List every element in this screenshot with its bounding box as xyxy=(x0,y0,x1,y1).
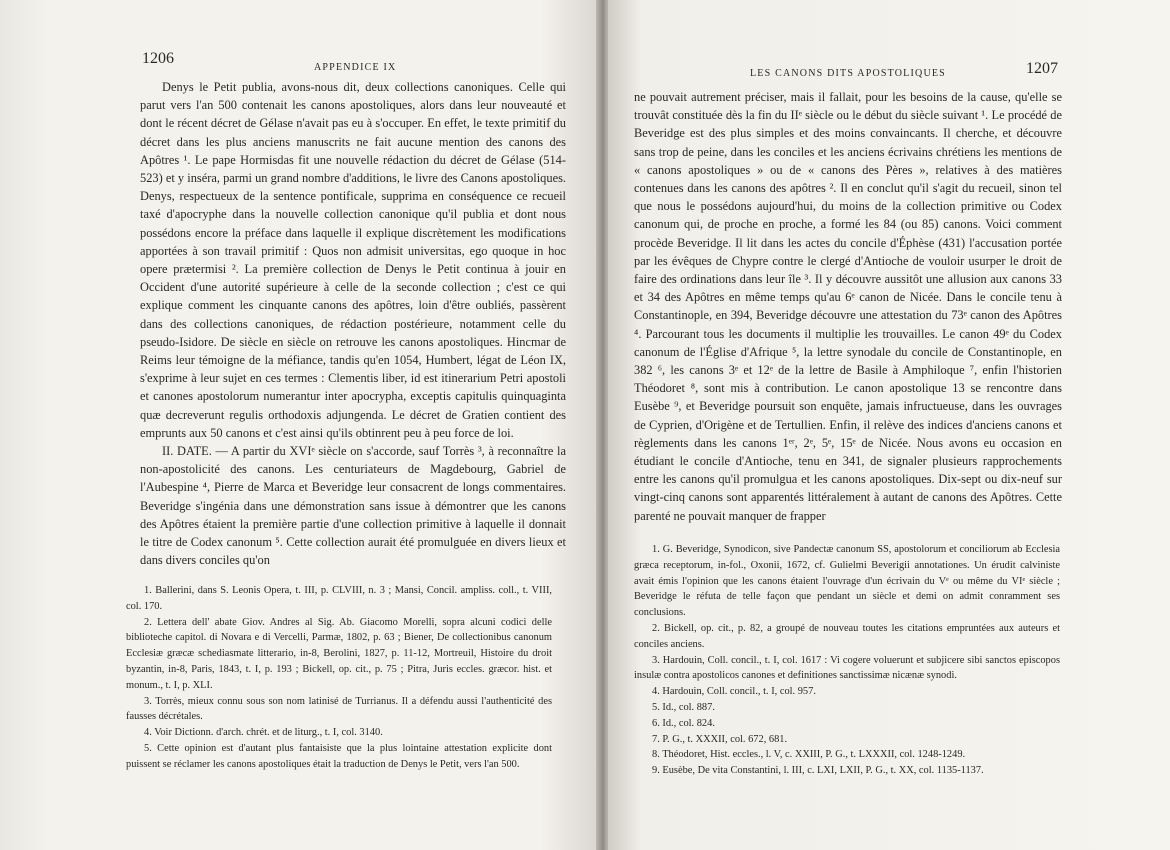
footnote: 4. Hardouin, Coll. concil., t. I, col. 957. xyxy=(652,686,816,698)
paragraph: Denys le Petit publia, avons-nous dit, deux collections canoniques. Celle qui parut vers l'an 500 contenait les canons apostoliques, alors dans leur nouveauté et dont le récent décret de Gélase n'avait pas eu à s'occuper. En effet, le texte primitif du décret dans les plus anciens manuscrits ne fait aucune mention des canons des Apôtres ¹. Le pape Hormisdas fit une nouvelle rédaction du décret de Gélase (514-523) et y inséra, parmi un grand nombre d'additions, le livre des Canons apostoliques. Denys, respectueux de la sentence pontificale, supprima en conséquence ce recueil taxé d'apocryphe dans la nouvelle collection canonique qu'il publia et dont nous possédons encore la préface dans laquelle il explique discrètement les modifications apportées à son travail primitif : Quos non admisit universitas, ego quoque in hoc opere prætermisi ². La première collection de Denys le Petit continua à jouir en Occident d'une autorité supérieure à celle de la seconde collection ; c'est ce qui explique comment les cinquante canons des apôtres, loin d'être oubliés, passèrent dans des collections canoniques, de rédaction postérieure, notamment celle du pseudo-Isidore. De siècle en siècle on retrouve les canons apostoliques. Hincmar de Reims leur témoigne de la méfiance, tandis qu'en 1054, Humbert, légat de Léon IX, s'exprime à leur sujet en ces termes : Clementis liber, id est itinerarium Petri apostoli et canones apostolorum numerantur inter apocrypha, exceptis capitulis quinquaginta quæ decreverunt regulis orthodoxis adjungenda. Le décret de Gratien contient des emprunts aux 50 canons et c'est ainsi qu'ils obtinrent peu à peu force de loi. xyxy=(140,80,566,440)
body-text xyxy=(140,78,566,569)
footnote: 2. Bickell, op. cit., p. 82, a groupé de nouveau toutes les citations empruntées aux auteurs et conciles anciens. xyxy=(634,622,1060,650)
footnote: 9. Eusèbe, De vita Constantini, l. III, c. LXI, LXII, P. G., t. XX, col. 1135-1137. xyxy=(652,765,984,777)
footnote: 2. Lettera dell' abate Giov. Andres al Sig. Ab. Giacomo Morelli, sopra alcuni codici delle biblioteche capitol. di Novara e di Vercelli, Parmæ, 1802, p. 63 ; Biener, De collectionibus canonum Ecclesiæ græcæ schediasmate litterario, in-8, Berolini, 1827, p. 11-12, Mortreuil, Histoire du droit byzantin, in-8, Paris, 1843, t. I, p. 193 ; Bickell, op. cit., p. 75 ; Pitra, Juris eccles. græcor. hist. et monum., t. I, p. XLI. xyxy=(126,616,552,691)
running-head: LES CANONS DITS APOSTOLIQUES xyxy=(750,68,946,79)
footnote: 1. G. Beveridge, Synodicon, sive Pandectæ canonum SS, apostolorum et conciliorum ab Ecclesia græca receptorum, in-fol., Oxonii, 1672, cf. Gulielmi Beverigii annotationes. Un érudit calviniste avait émis l'opinion que les canons étaient l'ouvrage d'un écrivain du Vᵉ ou même du VIᵉ siècle ; Beveridge le réfuta de telle façon que pendant un siècle et demi on admit conramment ses conclusions. xyxy=(634,544,1060,619)
footnote: 7. P. G., t. XXXII, col. 672, 681. xyxy=(652,733,788,745)
footnote: 3. Hardouin, Coll. concil., t. I, col. 1617 : Vi cogere voluerunt et subjicere sibi sanctos episcopos insulæ contra apostolicos canones et definitiones sanctissimæ nicænæ synodi. xyxy=(634,654,1060,682)
footnote: 8. Théodoret, Hist. eccles., l. V, c. XXIII, P. G., t. LXXXII, col. 1248-1249. xyxy=(652,749,966,761)
footnote: 6. Id., col. 824. xyxy=(652,717,715,729)
page-number: 1206 xyxy=(142,50,174,67)
running-head: APPENDICE IX xyxy=(314,62,397,73)
body-text xyxy=(634,88,1062,525)
footnote: 1. Ballerini, dans S. Leonis Opera, t. III, p. CLVIII, n. 3 ; Mansi, Concil. ampliss. coll., t. VIII, col. 170. xyxy=(126,585,552,612)
footnotes xyxy=(634,542,1060,779)
footnote: 5. Cette opinion est d'autant plus fantaisiste que la plus lointaine attestation explicite dont puissent se réclamer les canons apostoliques était la traduction de Denys le Petit, vers l'an 500. xyxy=(126,742,552,770)
page-number: 1207 xyxy=(1026,60,1058,77)
footnotes xyxy=(126,583,552,773)
right-page xyxy=(608,0,1170,850)
paragraph: ne pouvait autrement préciser, mais il fallait, pour les besoins de la cause, qu'elle se trouvât constituée dès la fin du IIᵉ siècle ou le début du siècle suivant ¹. Le procédé de Beveridge est des plus simples et des moins convaincants. Il cherche, et découvre sans trop de peine, dans les conciles et les anciens écrivains chrétiens les mentions de « canons apostoliques » ou de « canons des Pères », relatives à des matières contenues dans les canons des apôtres ². Il en conclut qu'il s'agit du recueil, sinon tel que nous le possédons aujourd'hui, du moins de la collection primitive ou Codex canonum qui, de proche en proche, a formé les 84 (ou 85) canons. Voici comment procède Beveridge. Il lit dans les actes du concile d'Éphèse (431) l'accusation portée par les évêques de Chypre contre le clergé d'Antioche de vouloir usurper le droit de faire des ordinations dans leur île ³. Il y découvre aussitôt une allusion aux canons 33 et 34 des Apôtres en même temps qu'au 6ᵉ canon de Nicée. Dans le concile tenu à Constantinople, en 394, Beveridge découvre une attestation du 73ᵉ canon des Apôtres ⁴. Parcourant tous les documents il multiplie les trouvailles. Le canon 49ᵉ du Codex canonum de l'Église d'Afrique ⁵, la lettre synodale du concile de Constantinople, en 382 ⁶, les canons 3ᵉ et 12ᵉ de la lettre de Basile à Amphiloque ⁷, enfin l'historien Théodoret ⁸, sont mis à contribution. Le canon apostolique 13 se rencontre dans Eusèbe ⁹, et Beveridge poursuit son enquête, jamais infructueuse, dans les ouvrages de Cyprien, d'Origène et de Tertullien. Enfin, il relève des indices d'anciens canons et règlements dans les canons 1ᵉʳ, 2ᵉ, 5ᵉ, 15ᵉ de Nicée. Nous avons eu occasion en étudiant le concile d'Antioche, tenu en 341, de signaler plusieurs rapprochements entre les canons qu'il promulgua et les canons apostoliques. Dix-sept ou dix-neuf sur vingt-cinq canons sont apparentés littéralement à autant de canons des Apôtres. Cette parenté ne pouvait manquer de frapper xyxy=(634,90,1062,523)
footnote: 4. Voir Dictionn. d'arch. chrét. et de liturg., t. I, col. 3140. xyxy=(144,727,383,739)
footnote: 5. Id., col. 887. xyxy=(652,701,715,713)
paragraph: II. DATE. — A partir du XVIᵉ siècle on s'accorde, sauf Torrès ³, à reconnaître la non-apostolicité des canons. Les centuriateurs de Magdebourg, Gabriel de l'Aubespine ⁴, Pierre de Marca et Beveridge leur consacrent de longs commentaires. Beveridge s'ingénia dans une démonstration sans issue à démontrer que les canons des Apôtres étaient la première partie d'une collection primitive à laquelle il donnait le titre de Codex canonum ⁵. Cette collection aurait été promulguée en divers lieux et dans divers conciles qu'on xyxy=(140,444,566,568)
footnote: 3. Torrès, mieux connu sous son nom latinisé de Turrianus. Il a défendu aussi l'authenticité des fausses décrétales. xyxy=(126,695,552,723)
